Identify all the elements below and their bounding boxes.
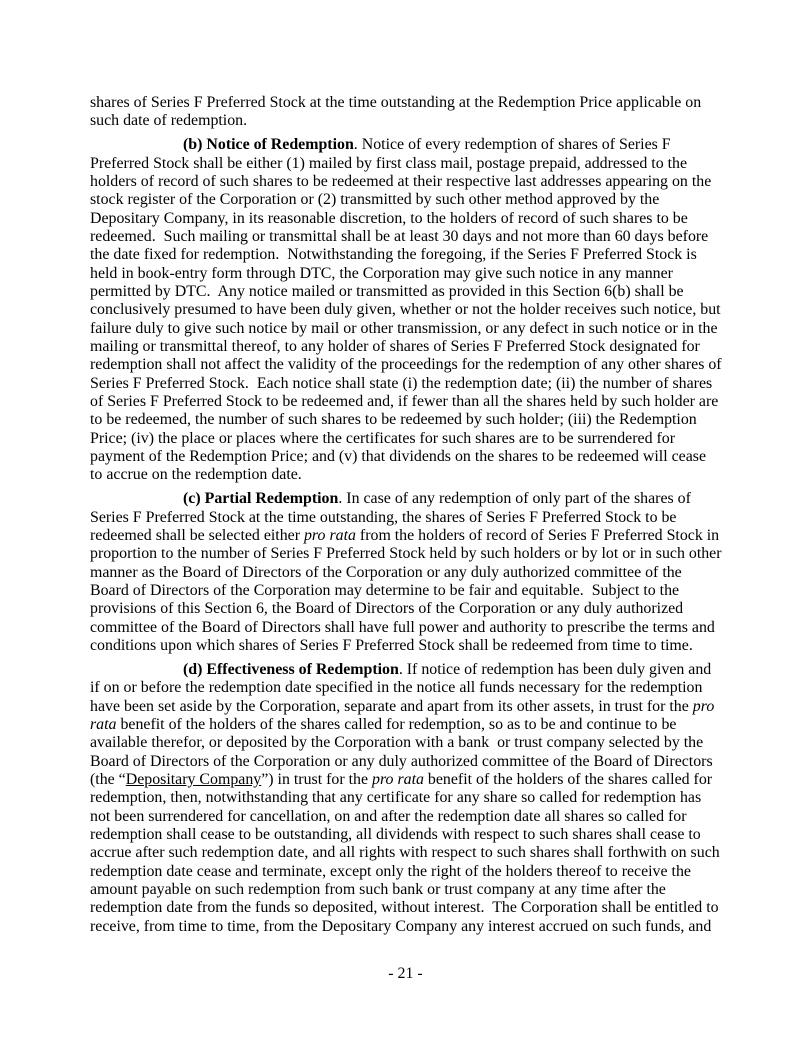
text-run: . If notice of redemption has been duly given and if on or before the redemption date specified in the notice all funds necessary for the redemption have been set aside by the Corporation, separate and apart from its other assets, in trust for the	[90, 660, 716, 715]
text-run: benefit of the holders of the shares called for redemption, so as to be and continue to be available therefor, or deposited by the Corporation with a bank or trust company selected by the Board of Directors of the Corporation or any duly authorized committee of the Board of Directors (the “	[90, 715, 717, 788]
text-run: benefit of the holders of the shares called for redemption, then, notwithstanding that any certificate for any share so called for redemption has not been surrendered for cancellation, on and after the redemption date all shares so called for redemption shall cease to be outstanding, all dividends with respect to such shares shall cease to accrue after such redemption date, and all rights with respect to such shares shall forthwith on such redemption date cease and terminate, except only the right of the holders thereof to receive the amount payable on such redemption from such bank or trust company at any time after the redemption date from the funds so deposited, without interest. The Corporation shall be entitled to receive, from time to time, from the Depositary Company any interest accrued on such funds, and	[90, 770, 724, 935]
text-run: pro rata	[372, 770, 424, 788]
text-run: pro rata	[303, 526, 356, 544]
text-run: from the holders of record of Series F Preferred Stock in proportion to the number of Series F Preferred Stock held by such holders or by lot or in such other manner as the Board of Directors of the Corporation or any duly authorized committee of the Board of Directors of the Corporation may determine to be fair and equitable. Subject to the provisions of this Section 6, the Board of Directors of the Corporation or any duly authorized committee of the Board of Directors shall have full power and authority to prescribe the terms and conditions upon which shares of Series F Preferred Stock shall be redeemed from time to time.	[90, 526, 726, 654]
paragraph-c-partial-redemption	[90, 490, 726, 655]
text-run: ”) in trust for the	[261, 770, 372, 788]
text-run: (d) Effectiveness of Redemption	[183, 660, 399, 678]
page-number: - 21 -	[388, 965, 423, 982]
text-run: pro rata	[90, 697, 719, 733]
paragraph-d-effectiveness-of-redemption	[90, 661, 722, 936]
text-run: (c) Partial Redemption	[183, 490, 339, 508]
paragraph-b-notice-of-redemption	[90, 136, 726, 485]
text-run: (b) Notice of Redemption	[183, 136, 354, 154]
text-run: shares of Series F Preferred Stock at the time outstanding at the Redemption Price applicable on such date of redemption.	[90, 94, 706, 130]
text-run: . In case of any redemption of only part of the shares of Series F Preferred Stock at the time outstanding, the shares of Series F Preferred Stock to be redeemed shall be selected either	[90, 490, 695, 544]
text-run: Depositary Company	[125, 770, 262, 788]
document-body	[90, 94, 726, 941]
text-run: . Notice of every redemption of shares of Series F Preferred Stock shall be either (1) mailed by first class mail, postage prepaid, addressed to the holders of record of such shares to be redeemed at their respective last addresses appearing on the stock register of the Corporation or (2) transmitted by such other method approved by the Depositary Company, in its reasonable discretion, to the holders of record of such shares to be redeemed. Such mailing or transmittal shall be at least 30 days and not more than 60 days before the date fixed for redemption. Notwithstanding the foregoing, if the Series F Preferred Stock is held in book-entry form through DTC, the Corporation may give such notice in any manner permitted by DTC. Any notice mailed or transmitted as provided in this Section 6(b) shall be conclusively presumed to have been duly given, whether or not the holder receives such notice, but failure duly to give such notice by mail or other transmission, or any defect in such notice or in the mailing or transmittal thereof, to any holder of shares of Series F Preferred Stock designated for redemption shall not affect the validity of the proceedings for the redemption of any other shares of Series F Preferred Stock. Each notice shall state (i) the redemption date; (ii) the number of shares of Series F Preferred Stock to be redeemed and, if fewer than all the shares held by such holder are to be redeemed, the number of such shares to be redeemed by such holder; (iii) the Redemption Price; (iv) the place or places where the certificates for such shares are to be surrendered for payment of the Redemption Price; and (v) that dividends on the shares to be redeemed will cease to accrue on the redemption date.	[90, 136, 726, 484]
paragraph-continuation	[90, 94, 722, 131]
